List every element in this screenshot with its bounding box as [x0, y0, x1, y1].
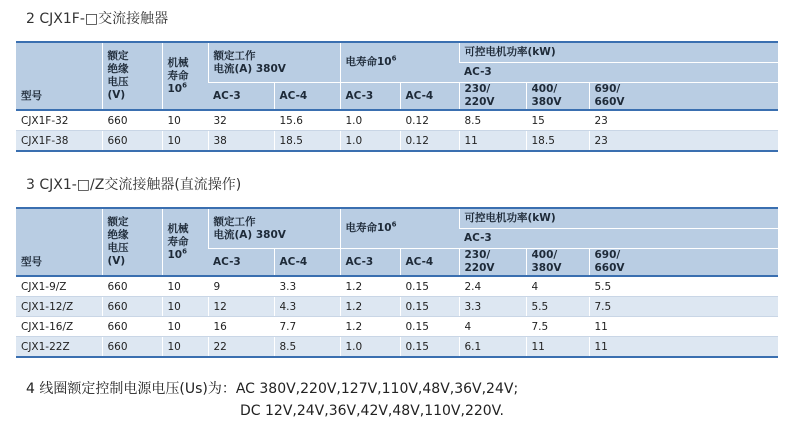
- cjx1f-spec-table: [16, 41, 778, 152]
- header-power-400v: 400/ 380V: [526, 249, 589, 277]
- header-model: 型号: [16, 208, 102, 276]
- cjx1-z-spec-table: [16, 207, 778, 358]
- value-cell: 23: [589, 110, 778, 131]
- value-cell: 15: [526, 110, 589, 131]
- value-cell: 0.15: [400, 297, 459, 317]
- header-motor-power: 可控电机功率(kW): [459, 42, 778, 63]
- header-mechanical-life: 机械 寿命 $10^6$: [162, 42, 208, 110]
- header-power-ac3: AC-3: [459, 63, 778, 83]
- value-cell: 3.3: [459, 297, 526, 317]
- value-cell: 1.0: [340, 131, 400, 152]
- header-rated-current: 额定工作 电流(A) 380V: [208, 208, 340, 249]
- value-cell: 1.0: [340, 110, 400, 131]
- value-cell: 0.12: [400, 131, 459, 152]
- value-cell: 8.5: [459, 110, 526, 131]
- value-cell: 5.5: [589, 276, 778, 297]
- value-cell: 23: [589, 131, 778, 152]
- value-cell: 11: [589, 337, 778, 358]
- value-cell: 4: [526, 276, 589, 297]
- table-row: [16, 131, 778, 152]
- value-cell: 10: [162, 276, 208, 297]
- header-power-ac3: AC-3: [459, 229, 778, 249]
- value-cell: 0.15: [400, 337, 459, 358]
- header-electrical-life: 电寿命$10^6$: [340, 208, 459, 249]
- value-cell: 1.2: [340, 317, 400, 337]
- model-cell: CJX1F-32: [16, 110, 102, 131]
- value-cell: 16: [208, 317, 274, 337]
- header-model: 型号: [16, 42, 102, 110]
- value-cell: 7.5: [526, 317, 589, 337]
- table-row: [16, 297, 778, 317]
- coil-voltage-note-ac: 4 线圈额定控制电源电压(Us)为：AC 380V,220V,127V,110V,48V,36V,24V;: [26, 381, 519, 397]
- header-mechanical-life: 机械 寿命 $10^6$: [162, 208, 208, 276]
- header-rated-insulation-voltage: 额定 绝缘 电压 (V): [102, 42, 162, 110]
- coil-voltage-note-dc: DC 12V,24V,36V,42V,48V,110V,220V.: [240, 403, 504, 419]
- value-cell: 38: [208, 131, 274, 152]
- model-cell: CJX1F-38: [16, 131, 102, 152]
- value-cell: 11: [526, 337, 589, 358]
- value-cell: 660: [102, 337, 162, 358]
- model-cell: CJX1-12/Z: [16, 297, 102, 317]
- value-cell: 4: [459, 317, 526, 337]
- value-cell: 0.15: [400, 276, 459, 297]
- value-cell: 11: [589, 317, 778, 337]
- value-cell: 0.15: [400, 317, 459, 337]
- table-row: [16, 337, 778, 358]
- value-cell: 10: [162, 317, 208, 337]
- table-row: [16, 110, 778, 131]
- value-cell: 7.7: [274, 317, 340, 337]
- header-rated-current: 额定工作 电流(A) 380V: [208, 42, 340, 83]
- value-cell: 1.2: [340, 297, 400, 317]
- value-cell: 12: [208, 297, 274, 317]
- header-power-400v: 400/ 380V: [526, 83, 589, 111]
- header-life-ac3: AC-3: [340, 83, 400, 111]
- value-cell: 660: [102, 297, 162, 317]
- value-cell: 7.5: [589, 297, 778, 317]
- value-cell: 0.12: [400, 110, 459, 131]
- header-life-ac4: AC-4: [400, 83, 459, 111]
- header-life-ac4: AC-4: [400, 249, 459, 277]
- value-cell: 9: [208, 276, 274, 297]
- value-cell: 10: [162, 337, 208, 358]
- value-cell: 1.0: [340, 337, 400, 358]
- value-cell: 4.3: [274, 297, 340, 317]
- value-cell: 660: [102, 276, 162, 297]
- value-cell: 15.6: [274, 110, 340, 131]
- value-cell: 2.4: [459, 276, 526, 297]
- value-cell: 10: [162, 110, 208, 131]
- header-power-690v: 690/ 660V: [589, 249, 778, 277]
- header-motor-power: 可控电机功率(kW): [459, 208, 778, 229]
- section-2-title: 2 CJX1F-□交流接触器: [26, 11, 169, 27]
- header-current-ac4: AC-4: [274, 83, 340, 111]
- value-cell: 6.1: [459, 337, 526, 358]
- header-power-230v: 230/ 220V: [459, 249, 526, 277]
- section-3-title: 3 CJX1-□/Z交流接触器(直流操作): [26, 177, 242, 193]
- header-current-ac3: AC-3: [208, 249, 274, 277]
- table-row: [16, 317, 778, 337]
- value-cell: 660: [102, 110, 162, 131]
- table-row: [16, 276, 778, 297]
- header-power-690v: 690/ 660V: [589, 83, 778, 111]
- header-current-ac4: AC-4: [274, 249, 340, 277]
- header-electrical-life: 电寿命$10^6$: [340, 42, 459, 83]
- value-cell: 10: [162, 297, 208, 317]
- value-cell: 22: [208, 337, 274, 358]
- value-cell: 3.3: [274, 276, 340, 297]
- header-current-ac3: AC-3: [208, 83, 274, 111]
- header-life-ac3: AC-3: [340, 249, 400, 277]
- header-rated-insulation-voltage: 额定 绝缘 电压 (V): [102, 208, 162, 276]
- value-cell: 660: [102, 131, 162, 152]
- model-cell: CJX1-16/Z: [16, 317, 102, 337]
- value-cell: 32: [208, 110, 274, 131]
- model-cell: CJX1-22Z: [16, 337, 102, 358]
- value-cell: 8.5: [274, 337, 340, 358]
- model-cell: CJX1-9/Z: [16, 276, 102, 297]
- value-cell: 11: [459, 131, 526, 152]
- value-cell: 18.5: [526, 131, 589, 152]
- value-cell: 10: [162, 131, 208, 152]
- value-cell: 5.5: [526, 297, 589, 317]
- header-power-230v: 230/ 220V: [459, 83, 526, 111]
- value-cell: 18.5: [274, 131, 340, 152]
- value-cell: 660: [102, 317, 162, 337]
- value-cell: 1.2: [340, 276, 400, 297]
